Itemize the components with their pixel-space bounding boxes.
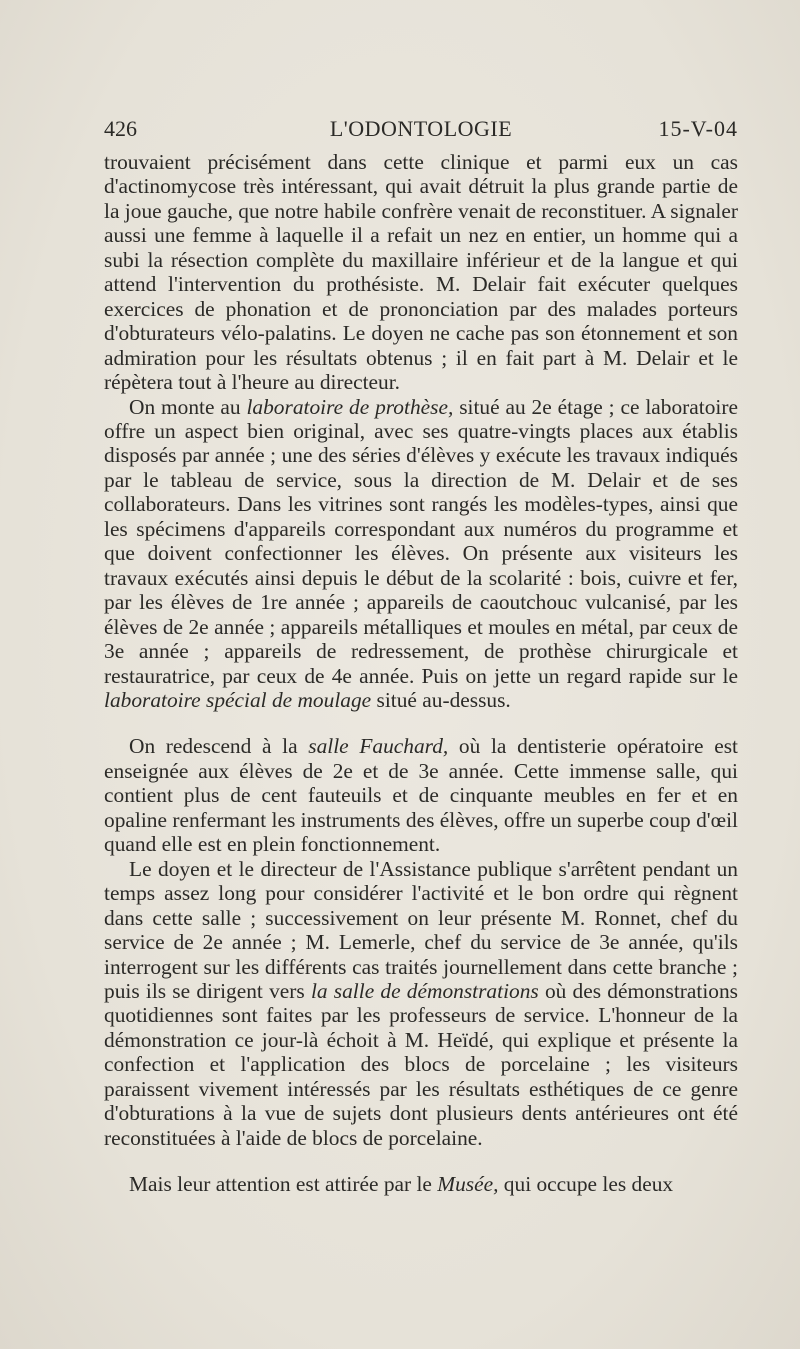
running-head bbox=[104, 114, 738, 144]
paragraph-clinic-visit: trouvaient précisément dans cette clinique et parmi eux un cas d'actinomycose très intéressant, qui avait détruit la plus grande partie de la joue gauche, que notre habile confrère venait de reconstituer. A signaler aussi une femme à laquelle il a refait un nez en entier, un homme qui a subi la résection complète du maxillaire inférieur et de la langue et qui attend l'intervention du prothésiste. M. Delair fait exécuter quelques exercices de phonation et de prononciation par des malades porteurs d'obturateurs vélo-palatins. Le doyen ne cache pas son étonnement et son admiration pour les résultats obtenus ; il en fait part à M. Delair et le répètera tout à l'heure au directeur. bbox=[104, 150, 738, 395]
text-run: où des démonstrations quotidiennes sont faites par les professeurs de service. L'honneur de la démonstration ce jour-là échoit à M. Heïdé, qui explique et présente la confection et l'application des blocs de porcelaine ; les visiteurs paraissent vivement intéressés par les résultats esthétiques de ce genre d'obturations à la vue de sujets dont plusieurs dents antérieures ont été reconstituées à l'aide de blocs de porcelaine. bbox=[104, 978, 738, 1150]
text-run: qui occupe les deux bbox=[498, 1172, 674, 1197]
text-run: situé au 2e étage ; ce laboratoire offre un aspect bien original, avec ses quatre-vingts places aux établis disposés par année ; une des séries d'élèves y exécute les travaux indiqués par le tableau de service, sous la direction de M. Delair et de ses collaborateurs. Dans les vitrines sont rangés les modèles-types, ainsi que les spécimens d'appareils correspondant aux numéros du programme et que doivent confectionner les élèves. On présente aux visiteurs les travaux exécutés ainsi depuis le début de la scolarité : bois, cuivre et fer, par les élèves de 1re année ; appareils de caoutchouc vulcanisé, par les élèves de 2e année ; appareils métalliques et moules en métal, par ceux de 3e année ; appareils de redressement, de prothèse chirurgicale et restauratrice, par ceux de 4e année. Puis on jette un regard rapide sur le bbox=[104, 394, 738, 688]
issue-date: 15-V-04 bbox=[658, 116, 738, 141]
italic-phrase: Musée, bbox=[437, 1172, 499, 1197]
page-number: 426 bbox=[104, 116, 137, 141]
text-run: On redescend à la bbox=[129, 734, 309, 759]
italic-phrase: salle Fauchard, bbox=[308, 734, 449, 759]
italic-phrase: laboratoire de prothèse, bbox=[246, 394, 454, 419]
text-run: Le doyen et le directeur de l'Assistance publique s'arrêtent pendant un temps assez long pour considérer l'activité et le bon ordre qui règnent dans cette salle ; successivement on leur présente M. Ronnet, chef du service de 2e année ; M. Lemerle, chef du service de 3e année, qu'ils interrogent sur les différents cas traités journellement dans cette branche ; puis ils se dirigent vers bbox=[104, 856, 738, 1003]
paragraph-prosthesis-lab bbox=[104, 395, 738, 713]
text-run: On monte au bbox=[129, 394, 247, 419]
paragraph-demonstrations bbox=[104, 857, 738, 1150]
paragraph-salle-fauchard bbox=[104, 734, 738, 856]
paragraph-musee bbox=[104, 1172, 738, 1196]
text-run: Mais leur attention est attirée par le bbox=[129, 1172, 438, 1197]
italic-phrase: la salle de démonstrations bbox=[310, 978, 539, 1003]
body-text bbox=[104, 150, 738, 1197]
text-run: où la dentisterie opératoire est enseignée aux élèves de 2e et de 3e année. Cette immense salle, qui contient plus de cent fauteuils et de cinquante meubles en fer et en opaline renfermant les instruments des élèves, offre un superbe coup d'œil quand elle est en plein fonctionnement. bbox=[104, 734, 738, 857]
text-run: situé au-dessus. bbox=[371, 687, 511, 712]
journal-title: L'ODONTOLOGIE bbox=[329, 116, 513, 141]
italic-phrase: laboratoire spécial de moulage bbox=[104, 687, 372, 712]
